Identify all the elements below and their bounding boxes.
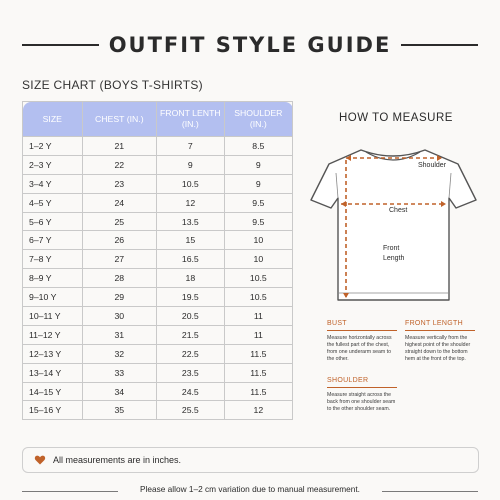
cell-shoulder: 10.5 (224, 288, 292, 307)
cell-chest: 24 (82, 193, 156, 212)
cell-front-length: 18 (157, 269, 225, 288)
cell-size: 11–12 Y (23, 325, 83, 344)
cell-chest: 26 (82, 231, 156, 250)
table-row (23, 250, 293, 269)
front-length-label: Front Length (383, 245, 405, 262)
cell-chest: 31 (82, 325, 156, 344)
cell-front-length: 9 (157, 155, 225, 174)
cell-size: 9–10 Y (23, 288, 83, 307)
cell-size: 6–7 Y (23, 231, 83, 250)
title-rule-right (398, 44, 478, 46)
table-row (23, 212, 293, 231)
bust-title-rule (327, 330, 397, 331)
cell-chest: 22 (82, 155, 156, 174)
cell-front-length: 25.5 (157, 401, 225, 420)
shoulder-label: Shoulder (418, 162, 447, 169)
cell-shoulder: 11 (224, 307, 292, 326)
table-row (23, 269, 293, 288)
cell-front-length: 22.5 (157, 344, 225, 363)
header-shoulder: SHOULDER (IN.) (224, 102, 292, 137)
cell-size: 13–14 Y (23, 363, 83, 382)
cell-shoulder: 9.5 (224, 193, 292, 212)
cell-shoulder: 10.5 (224, 269, 292, 288)
cell-size: 4–5 Y (23, 193, 83, 212)
cell-shoulder: 11.5 (224, 344, 292, 363)
table-row (23, 401, 293, 420)
cell-front-length: 13.5 (157, 212, 225, 231)
title-rule-left (22, 44, 102, 46)
cell-shoulder: 11.5 (224, 382, 292, 401)
table-row (23, 363, 293, 382)
header-size: SIZE (23, 102, 83, 137)
how-to-measure-heading: HOW TO MEASURE (339, 112, 453, 124)
cell-chest: 27 (82, 250, 156, 269)
cell-size: 12–13 Y (23, 344, 83, 363)
cell-front-length: 24.5 (157, 382, 225, 401)
cell-front-length: 10.5 (157, 174, 225, 193)
tshirt-outline (311, 150, 476, 300)
cell-front-length: 21.5 (157, 325, 225, 344)
cell-chest: 23 (82, 174, 156, 193)
cell-size: 15–16 Y (23, 401, 83, 420)
table-row (23, 137, 293, 156)
cell-front-length: 12 (157, 193, 225, 212)
cell-chest: 34 (82, 382, 156, 401)
cell-size: 8–9 Y (23, 269, 83, 288)
note-box (22, 447, 479, 473)
cell-chest: 33 (82, 363, 156, 382)
cell-chest: 29 (82, 288, 156, 307)
title-section (0, 30, 500, 60)
page-title: OUTFIT STYLE GUIDE (99, 33, 402, 57)
note-text: All measurements are in inches. (53, 455, 182, 465)
cell-shoulder: 10 (224, 231, 292, 250)
table-row (23, 174, 293, 193)
table-row (23, 231, 293, 250)
cell-size: 1–2 Y (23, 137, 83, 156)
shoulder-title-rule (327, 387, 397, 388)
size-chart-subtitle: SIZE CHART (BOYS T-SHIRTS) (22, 78, 203, 92)
header-chest: CHEST (IN.) (82, 102, 156, 137)
cell-front-length: 19.5 (157, 288, 225, 307)
cell-shoulder: 9.5 (224, 212, 292, 231)
front-length-title-rule (405, 330, 475, 331)
cell-shoulder: 8.5 (224, 137, 292, 156)
cell-size: 5–6 Y (23, 212, 83, 231)
table-row (23, 307, 293, 326)
cell-size: 3–4 Y (23, 174, 83, 193)
table-row (23, 344, 293, 363)
table-row (23, 382, 293, 401)
cell-chest: 21 (82, 137, 156, 156)
bust-description: Measure horizontally across the fullest part of the chest, from one underarm seam to the other. (327, 335, 392, 362)
shoulder-title: SHOULDER (327, 377, 369, 384)
cell-chest: 32 (82, 344, 156, 363)
cell-chest: 30 (82, 307, 156, 326)
front-length-title: FRONT LENGTH (405, 320, 463, 327)
front-length-description: Measure vertically from the highest point of the shoulder straight down to the bottom hem at the front of the top. (405, 335, 471, 362)
cell-shoulder: 11 (224, 325, 292, 344)
size-chart-table (22, 101, 293, 420)
shoulder-description: Measure straight across the back from one shoulder seam to the other shoulder seam. (327, 392, 396, 412)
cell-front-length: 16.5 (157, 250, 225, 269)
footer-rule-right (382, 491, 478, 492)
table-row (23, 155, 293, 174)
cell-front-length: 23.5 (157, 363, 225, 382)
tshirt-diagram (306, 138, 481, 313)
cell-size: 2–3 Y (23, 155, 83, 174)
cell-chest: 35 (82, 401, 156, 420)
cell-shoulder: 11.5 (224, 363, 292, 382)
cell-chest: 28 (82, 269, 156, 288)
cell-shoulder: 12 (224, 401, 292, 420)
cell-size: 7–8 Y (23, 250, 83, 269)
table-row (23, 325, 293, 344)
heart-icon (34, 454, 46, 466)
cell-size: 14–15 Y (23, 382, 83, 401)
footer-disclaimer: Please allow 1–2 cm variation due to manual measurement. (140, 484, 360, 494)
cell-shoulder: 9 (224, 174, 292, 193)
table-row (23, 193, 293, 212)
cell-size: 10–11 Y (23, 307, 83, 326)
bust-title: BUST (327, 320, 347, 327)
header-front-length: FRONT LENTH (IN.) (157, 102, 225, 137)
cell-chest: 25 (82, 212, 156, 231)
cell-shoulder: 10 (224, 250, 292, 269)
table-header-row (23, 102, 293, 137)
table-row (23, 288, 293, 307)
cell-front-length: 20.5 (157, 307, 225, 326)
cell-front-length: 7 (157, 137, 225, 156)
cell-shoulder: 9 (224, 155, 292, 174)
cell-front-length: 15 (157, 231, 225, 250)
chest-label: Chest (389, 207, 408, 214)
